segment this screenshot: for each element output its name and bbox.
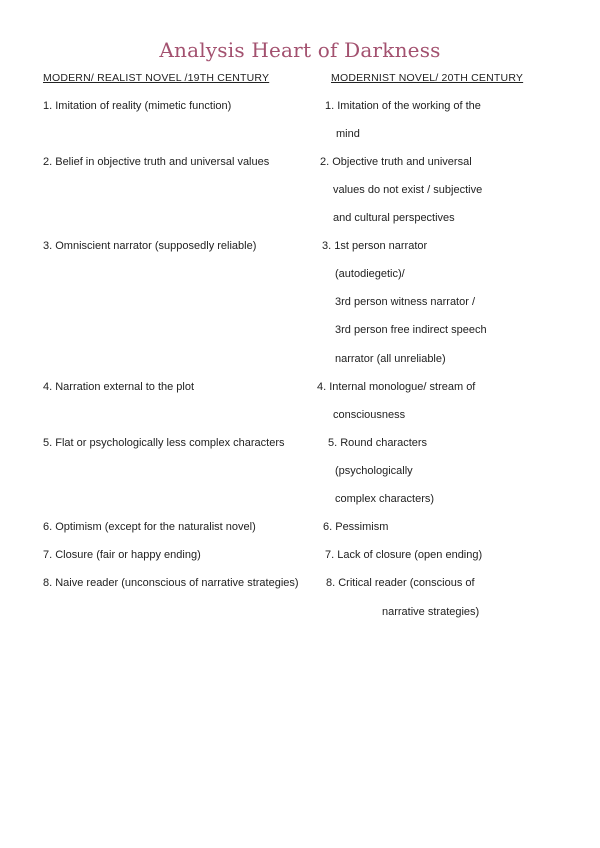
realist-item-5: 5. Flat or psychologically less complex characters bbox=[43, 437, 285, 449]
realist-item-4: 4. Narration external to the plot bbox=[43, 381, 195, 393]
modernist-item-8-line-1: 8. Critical reader (conscious of bbox=[326, 577, 475, 589]
modernist-item-3-line-3: 3rd person witness narrator / bbox=[335, 296, 476, 308]
realist-item-6: 6. Optimism (except for the naturalist novel) bbox=[43, 521, 256, 533]
modernist-column-header: MODERNIST NOVEL/ 20TH CENTURY bbox=[331, 72, 524, 84]
modernist-item-3-line-2: (autodiegetic)/ bbox=[335, 268, 405, 280]
realist-item-8: 8. Naive reader (unconscious of narrative strategies) bbox=[43, 577, 299, 589]
modernist-item-3-line-5: narrator (all unreliable) bbox=[335, 353, 446, 365]
modernist-item-4-line-1: 4. Internal monologue/ stream of bbox=[317, 381, 476, 393]
realist-item-7: 7. Closure (fair or happy ending) bbox=[43, 549, 201, 561]
modernist-item-5-line-3: complex characters) bbox=[335, 493, 435, 505]
modernist-item-3-line-1: 3. 1st person narrator bbox=[322, 240, 428, 252]
document-title: Analysis Heart of Darkness bbox=[159, 38, 441, 62]
modernist-item-5-line-2: (psychologically bbox=[335, 465, 413, 477]
modernist-item-1-line-2: mind bbox=[336, 128, 360, 140]
modernist-item-7: 7. Lack of closure (open ending) bbox=[325, 549, 483, 561]
modernist-item-1-line-1: 1. Imitation of the working of the bbox=[325, 100, 481, 112]
modernist-item-2-line-2: values do not exist / subjective bbox=[333, 184, 483, 196]
realist-item-1: 1. Imitation of reality (mimetic function) bbox=[43, 100, 232, 112]
modernist-item-8-line-2: narrative strategies) bbox=[382, 606, 480, 618]
modernist-item-4-line-2: consciousness bbox=[333, 409, 406, 421]
realist-item-3: 3. Omniscient narrator (supposedly reliable) bbox=[43, 240, 257, 252]
modernist-item-2-line-3: and cultural perspectives bbox=[333, 212, 455, 224]
modernist-item-3-line-4: 3rd person free indirect speech bbox=[335, 324, 487, 336]
realist-item-2: 2. Belief in objective truth and universal values bbox=[43, 156, 270, 168]
modernist-item-5-line-1: 5. Round characters bbox=[328, 437, 428, 449]
realist-column-header: MODERN/ REALIST NOVEL /19TH CENTURY bbox=[43, 72, 270, 84]
modernist-item-2-line-1: 2. Objective truth and universal bbox=[320, 156, 472, 168]
modernist-item-6: 6. Pessimism bbox=[323, 521, 389, 533]
